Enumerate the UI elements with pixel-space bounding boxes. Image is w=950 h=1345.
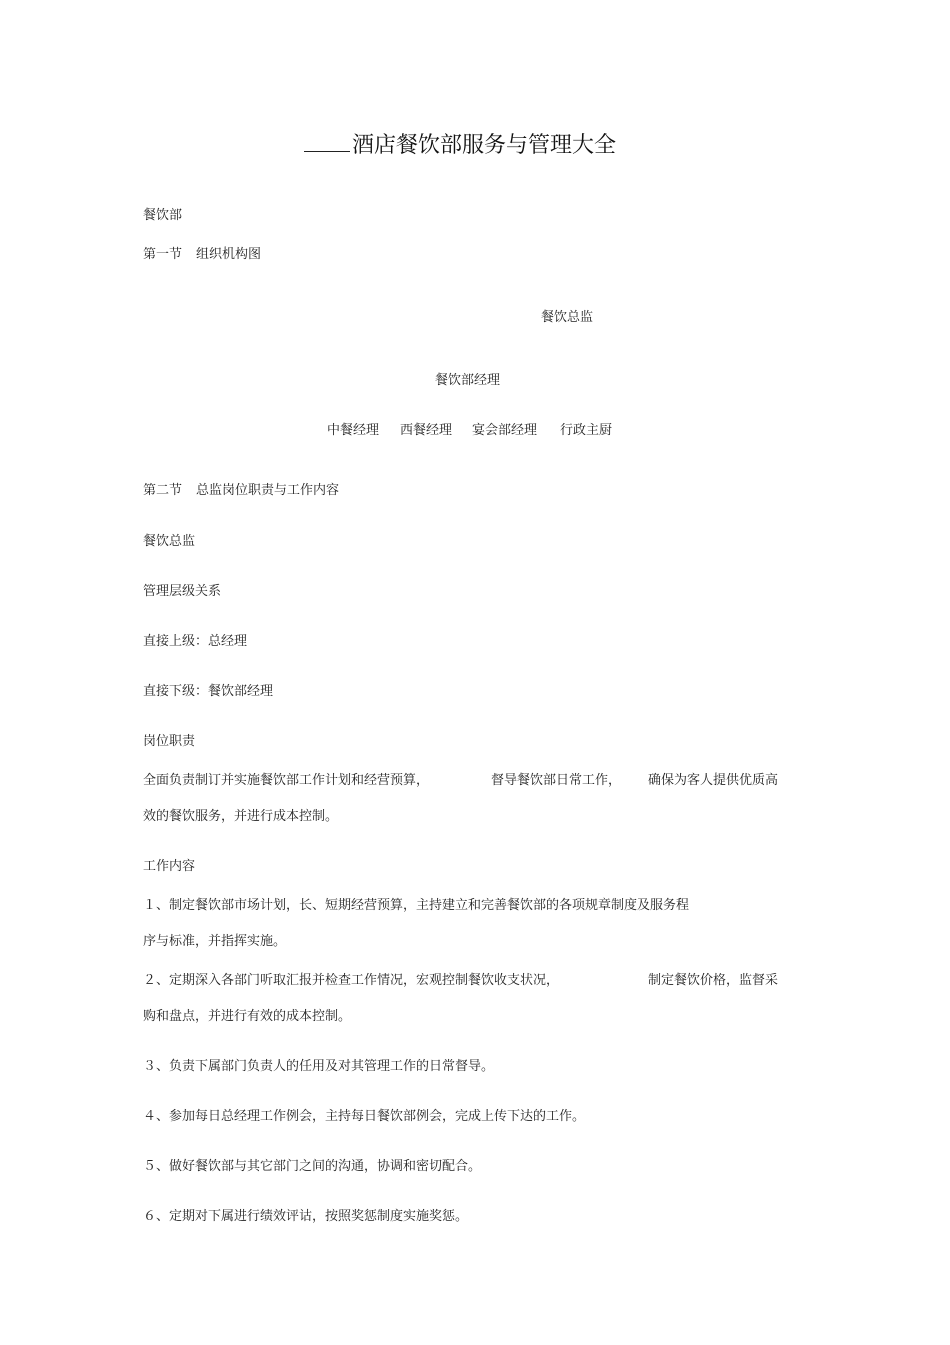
duty-line1-part3: 确保为客人提供优质高 [648,773,779,788]
department-label: 餐饮部 [143,208,183,223]
work-item-2-line2: 购和盘点，并进行有效的成本控制。 [143,1009,352,1024]
direct-superior: 直接上级：总经理 [143,634,248,649]
direct-subordinate: 直接下级：餐饮部经理 [143,684,274,699]
duty-line2: 效的餐饮服务，并进行成本控制。 [143,809,339,824]
hierarchy-heading: 管理层级关系 [143,584,222,599]
work-item-5: ５、做好餐饮部与其它部门之间的沟通，协调和密切配合。 [143,1159,482,1174]
org-chart-middle-node: 餐饮部经理 [435,373,501,388]
section1-number: 第一节 [143,247,183,262]
duty-line1-part2: 督导餐饮部日常工作， [491,773,622,788]
work-heading: 工作内容 [143,859,196,874]
section2-heading [143,482,339,500]
org-chart-node-banquet: 宴会部经理 [472,423,538,438]
org-chart-node-chinese-restaurant: 中餐经理 [327,423,380,438]
title-text: 酒店餐饮部服务与管理大全 [351,133,616,158]
section1-heading [143,246,261,264]
section1-name: 组织机构图 [196,247,262,262]
work-item-1-line2: 序与标准，并指挥实施。 [143,934,287,949]
duty-heading: 岗位职责 [143,734,196,749]
document-title [0,132,920,160]
org-chart-node-executive-chef: 行政主厨 [560,423,613,438]
position-title: 餐饮总监 [143,534,196,549]
duty-line1-part1: 全面负责制订并实施餐饮部工作计划和经营预算， [143,773,430,788]
section2-name: 总监岗位职责与工作内容 [196,483,340,498]
work-item-1-line1: １、制定餐饮部市场计划，长、短期经营预算，主持建立和完善餐饮部的各项规章制度及服务程 [143,898,690,913]
work-item-2-line1-part2: 制定餐饮价格，监督采 [648,973,779,988]
work-item-6: ６、定期对下属进行绩效评诂，按照奖惩制度实施奖惩。 [143,1209,469,1224]
title-blank-underline [304,133,350,152]
work-item-4: ４、参加每日总经理工作例会，主持每日餐饮部例会，完成上传下达的工作。 [143,1109,586,1124]
work-item-3: ３、负责下属部门负责人的任用及对其管理工作的日常督导。 [143,1059,495,1074]
org-chart-top-node: 餐饮总监 [541,310,594,325]
org-chart-node-western-restaurant: 西餐经理 [400,423,453,438]
section2-number: 第二节 [143,483,183,498]
work-item-2-line1-part1: ２、定期深入各部门听取汇报并检查工作情况，宏观控制餐饮收支状况， [143,973,560,988]
